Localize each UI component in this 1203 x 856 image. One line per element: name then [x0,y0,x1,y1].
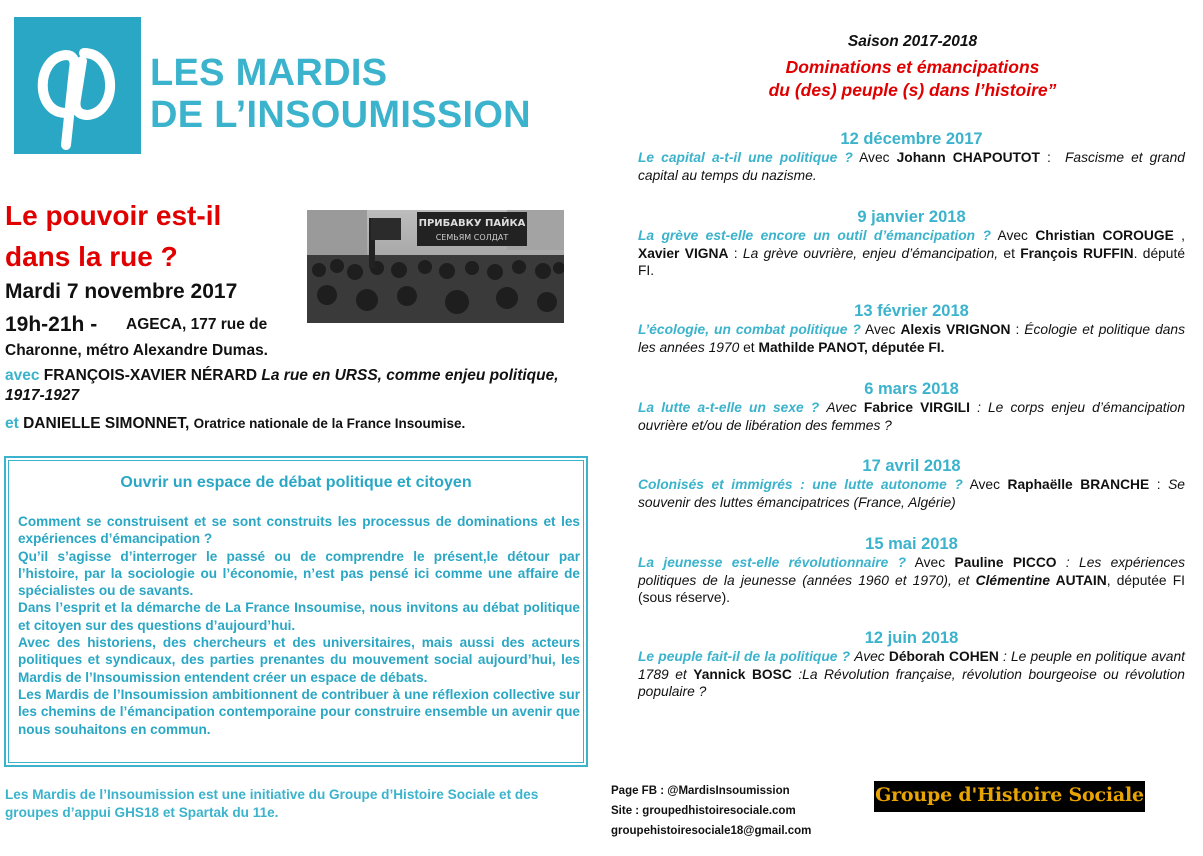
session-date: 9 janvier 2018 [857,208,966,226]
session-date: 6 mars 2018 [864,380,959,398]
event-time: 19h-21h - [5,313,98,336]
title-line-1: LES MARDIS [150,52,388,94]
debate-paragraph: Comment se construisent et se sont construits les processus de dominations et les expériences d’émancipation ? [18,514,580,547]
ghs-logo [874,781,1145,812]
debate-paragraph: Qu’il s’agisse d’interroger le passé ou de comprendre le présent,le détour par l’histoire, par la sociologie ou l’économie, n’est pas pensé ici comme une affaire de spécialistes ou de savants. [18,548,580,599]
session-date: 17 avril 2018 [862,457,961,475]
event-date: Mardi 7 novembre 2017 [5,280,238,303]
website-link[interactable]: Site : groupedhistoiresociale.com [611,805,796,817]
event-place-part-1: AGECA, 177 rue de [126,316,268,333]
speaker-1 [5,366,580,406]
session-date: 12 juin 2018 [864,629,959,647]
season-theme-line-2: du (des) peuple (s) dans l’histoire” [768,80,1057,100]
session-description [638,476,1185,511]
season-label: Saison 2017-2018 [847,33,978,50]
debate-box-title: Ouvrir un espace de débat politique et citoyen [120,474,472,491]
ghs-logo-text: Groupe d'Histoire Sociale [875,784,1144,806]
speaker-2-prefix: et [5,415,19,432]
session-question: La jeunesse est-elle révolutionnaire ? [638,555,907,570]
title-line-2: DE L’INSOUMISSION [150,94,531,136]
speaker-1-prefix: avec [5,367,40,384]
debate-paragraph: Dans l’esprit et la démarche de La France Insoumise, nous invitons au débat politique et citoyen sur des questions d’aujourd’hui. [18,600,580,633]
phi-logo-icon [14,17,141,154]
session-description [638,149,1185,184]
session-speakers: Avec Pauline PICCO : Les expériences politiques de la jeunesse (années 1960 et 1970), et Clémentine AUTAIN, députée FI (sous réserve). [638,555,1185,605]
initiative-note: Les Mardis de l’Insoumission est une initiative du Groupe d’Histoire Sociale et des groupes d’appui GHS18 et Spartak du 11e. [5,787,539,820]
session-item [638,379,1185,434]
speaker-1-name: FRANÇOIS-XAVIER NÉRARD [43,367,258,384]
event-question [5,195,305,277]
session-question: Le capital a-t-il une politique ? [638,150,853,165]
session-question: Le peuple fait-il de la politique ? [638,649,851,664]
season-theme-line-1: Dominations et émancipations [785,57,1040,77]
session-description [638,648,1185,701]
session-question: La grève est-elle encore un outil d’émancipation ? [638,228,991,243]
event-place-part-2: Charonne, métro Alexandre Dumas. [5,342,268,359]
debate-paragraph: Les Mardis de l’Insoumission ambitionnent de contribuer à une réflexion collective sur les chemins de l’émancipation contemporaine pour construire ensemble un avenir que nous souhaitons en commun. [18,686,580,737]
session-date: 15 mai 2018 [865,535,958,553]
debate-box [4,456,588,767]
debate-box-text [18,513,580,738]
session-question: L’écologie, un combat politique ? [638,322,861,337]
session-speakers: Avec Johann CHAPOUTOT : Fascisme et grand capital au temps du nazisme. [638,150,1185,183]
logo [14,17,141,154]
facebook-page-link[interactable]: Page FB : @MardisInsoumission [611,785,790,797]
event-photo [307,210,564,323]
session-description [638,554,1185,607]
session-date: 13 février 2018 [854,302,969,320]
season-theme [640,56,1185,102]
speaker-2-name: DANIELLE SIMONNET, [23,415,190,432]
debate-paragraph: Avec des historiens, des chercheurs et des universitaires, mais aussi des acteurs politiques et syndicaux, des parties prenantes du mouvement social aujourd’hui, les Mardis de l’Insoumission entendent créer un espace de débats. [18,635,580,685]
session-speakers: Avec Fabrice VIRGILI : Le corps enjeu d’émancipation ouvrière et/ou de libération des femmes ? [638,400,1185,433]
email-link[interactable]: groupehistoiresociale18@gmail.com [611,825,812,837]
crowd-photo-icon [307,210,564,323]
session-description [638,321,1185,356]
session-item [638,207,1185,280]
session-date: 12 décembre 2017 [840,130,983,148]
photo-banner-text: ПРИБАВКУ ПАЙКА [418,218,526,229]
photo-banner-text-2: СЕМЬЯМ СОЛДАТ [435,233,509,242]
session-description [638,227,1185,280]
session-speakers: Avec Déborah COHEN : Le peuple en politique avant 1789 et Yannick BOSC :La Révolution française, révolution bourgeoise ou révolution populaire ? [638,649,1185,699]
speaker-2 [5,414,580,434]
session-speakers: Avec Christian COROUGE , Xavier VIGNA : La grève ouvrière, enjeu d’émancipation, et François RUFFIN. député FI. [638,228,1185,278]
session-item [638,301,1185,356]
session-description [638,399,1185,434]
session-question: La lutte a-t-elle un sexe ? [638,400,820,415]
speaker-2-role: Oratrice nationale de la France Insoumise. [193,416,466,431]
session-item [638,534,1185,607]
session-item [638,628,1185,701]
session-speakers: Avec Raphaëlle BRANCHE : Se souvenir des luttes émancipatrices (France, Algérie) [638,477,1185,510]
session-speakers: Avec Alexis VRIGNON : Écologie et politique dans les années 1970 et Mathilde PANOT, députée FI. [638,322,1185,355]
speaker-1-topic: La rue en URSS, comme enjeu politique, 1917-1927 [5,367,559,404]
contact-info [611,781,811,841]
session-question: Colonisés et immigrés : une lutte autonome ? [638,477,963,492]
event-question-line-1: Le pouvoir est-il [5,200,222,231]
session-item [638,129,1185,184]
session-item [638,456,1185,511]
page-title [150,52,531,136]
event-question-line-2: dans la rue ? [5,241,178,272]
